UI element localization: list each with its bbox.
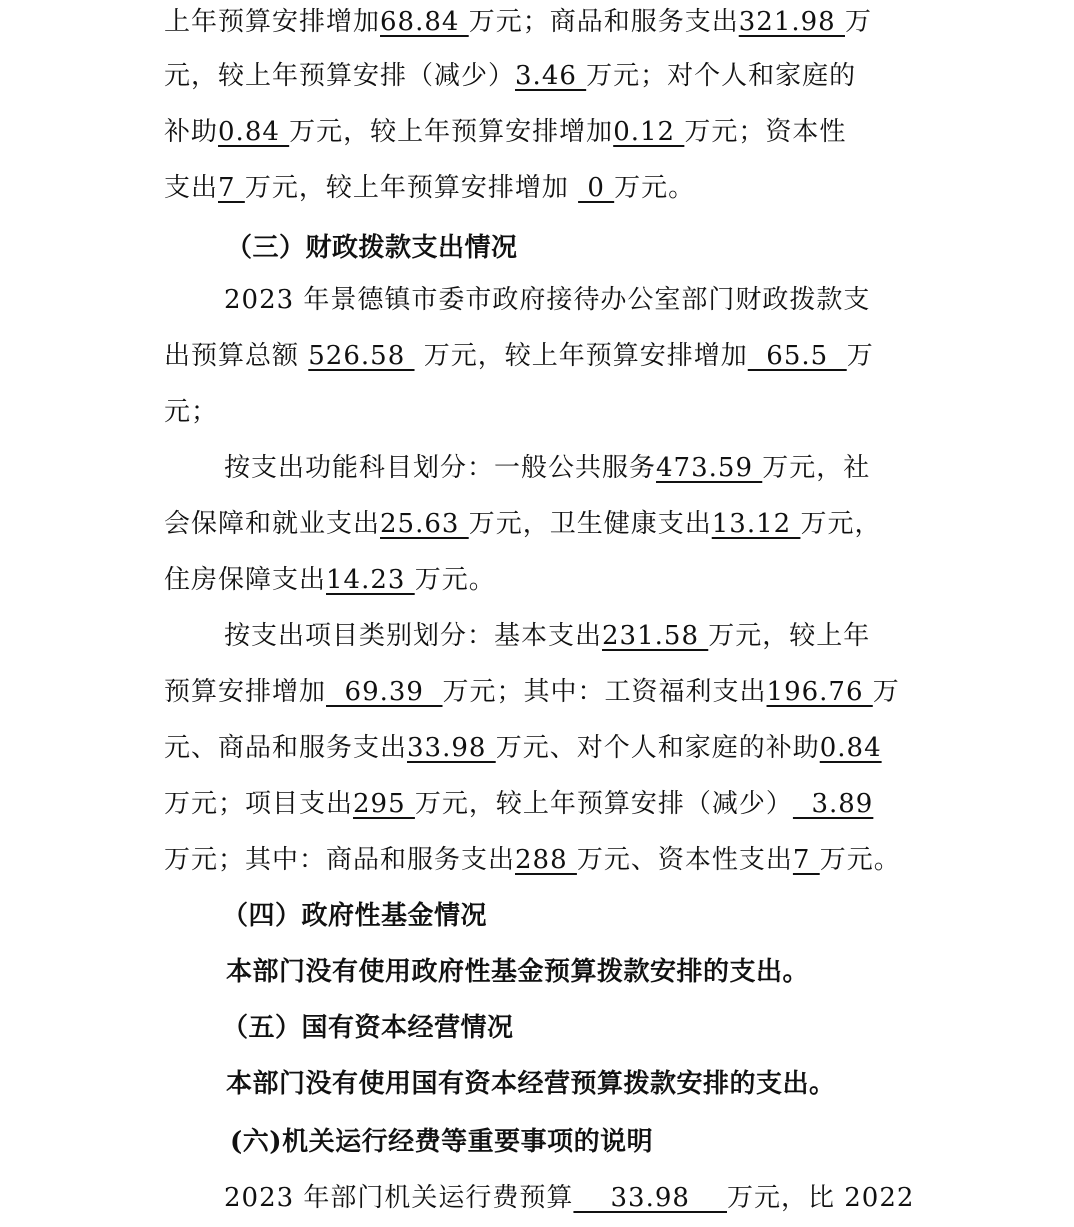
- text-segment: 万元，: [800, 509, 882, 539]
- text-line: [164, 166, 695, 210]
- underlined-value: 7: [792, 845, 820, 875]
- text-line: [164, 390, 218, 434]
- text-line: [164, 54, 856, 98]
- text-segment: 2023 年部门机关运行费预算: [224, 1183, 574, 1213]
- text-line: [164, 502, 881, 546]
- section-heading-6: [230, 1120, 653, 1164]
- text-segment: 预算安排增加: [164, 677, 327, 707]
- underlined-value: 473.59: [656, 453, 763, 483]
- underlined-value: 321.98: [738, 7, 845, 37]
- section-heading-5: [222, 1006, 514, 1050]
- text-line: [164, 726, 882, 770]
- text-segment: 2023 年景德镇市委市政府接待办公室部门财政拨款支: [224, 285, 871, 315]
- text-segment: 支出: [164, 173, 219, 203]
- underlined-value: 69.39: [326, 677, 443, 707]
- text-segment: 上年预算安排增加: [164, 7, 381, 37]
- text-segment: 万元、对个人和家庭的补助: [495, 733, 820, 763]
- text-segment: 万元、资本性支出: [576, 845, 793, 875]
- text-segment: 万元，比 2022: [727, 1183, 915, 1213]
- underlined-value: 0.12: [613, 117, 685, 147]
- underlined-value: 295: [353, 789, 415, 819]
- text-segment: （五）国有资本经营情况: [222, 1013, 514, 1043]
- underlined-value: 196.76: [766, 677, 873, 707]
- text-segment: 住房保障支出: [164, 565, 327, 595]
- text-segment: 万元，较上年预算安排（减少）: [414, 789, 793, 819]
- text-segment: 万元；项目支出: [164, 789, 354, 819]
- text-segment: 万元，较上年预算安排增加: [244, 173, 579, 203]
- text-segment: (六)机关运行经费等重要事项的说明: [230, 1127, 654, 1157]
- text-segment: 万: [872, 677, 900, 707]
- text-line: [164, 334, 874, 378]
- text-segment: 补助: [164, 117, 219, 147]
- text-segment: 按支出项目类别划分：基本支出: [224, 621, 603, 651]
- text-segment: 万元。: [819, 845, 901, 875]
- text-segment: 元；: [164, 397, 219, 427]
- text-line: [226, 950, 809, 994]
- underlined-value: 0: [578, 173, 615, 203]
- text-segment: 元，较上年预算安排（减少）: [164, 61, 516, 91]
- text-segment: 万元。: [614, 173, 696, 203]
- text-segment: 万元；其中：工资福利支出: [442, 677, 767, 707]
- text-segment: 本部门没有使用国有资本经营预算拨款安排的支出。: [226, 1069, 836, 1099]
- text-segment: 本部门没有使用政府性基金预算拨款安排的支出。: [226, 957, 810, 987]
- text-segment: （三）财政拨款支出情况: [226, 233, 518, 263]
- text-line: [226, 1062, 836, 1106]
- text-line: [164, 110, 846, 154]
- underlined-value: 526.58: [308, 341, 415, 371]
- underlined-value: 7: [218, 173, 245, 203]
- text-segment: 会保障和就业支出: [164, 509, 381, 539]
- text-line: [164, 838, 901, 882]
- text-line: [224, 614, 870, 658]
- text-segment: 出预算总额: [164, 341, 309, 371]
- text-segment: 按支出功能科目划分：一般公共服务: [224, 453, 657, 483]
- text-segment: 万元，社: [762, 453, 871, 483]
- underlined-value: 14.23: [326, 565, 415, 595]
- underlined-value: 25.63: [380, 509, 469, 539]
- section-heading-3: [226, 226, 518, 270]
- text-line: [224, 278, 870, 322]
- text-segment: 万元；资本性: [684, 117, 847, 147]
- text-line: [224, 446, 870, 490]
- underlined-value: 33.98: [407, 733, 496, 763]
- underlined-value: 13.12: [711, 509, 801, 539]
- text-segment: 万元；对个人和家庭的: [586, 61, 857, 91]
- text-line: [164, 782, 873, 826]
- underlined-value: 68.84: [380, 7, 469, 37]
- text-segment: 万元，卫生健康支出: [468, 509, 712, 539]
- section-heading-4: [222, 894, 487, 938]
- text-segment: 万: [846, 341, 874, 371]
- underlined-value: 65.5: [747, 341, 847, 371]
- underlined-value: 231.58: [602, 621, 709, 651]
- text-segment: 万元，较上年: [708, 621, 871, 651]
- text-segment: 万元，较上年预算安排增加: [414, 341, 748, 371]
- underlined-value: 0.84: [819, 733, 882, 763]
- underlined-value: 0.84: [218, 117, 290, 147]
- underlined-value: 3.46: [515, 61, 587, 91]
- text-segment: 万元；商品和服务支出: [468, 7, 739, 37]
- text-line: [224, 1176, 914, 1220]
- text-segment: 万元；其中：商品和服务支出: [164, 845, 516, 875]
- underlined-value: 33.98: [573, 1183, 727, 1213]
- text-segment: 万元，较上年预算安排增加: [289, 117, 614, 147]
- text-segment: （四）政府性基金情况: [222, 901, 488, 931]
- text-line: [164, 558, 496, 602]
- underlined-value: 3.89: [792, 789, 874, 819]
- underlined-value: 288: [515, 845, 577, 875]
- text-segment: 万: [844, 7, 872, 37]
- text-segment: 万元。: [414, 565, 496, 595]
- text-line: [164, 670, 900, 714]
- text-line: [164, 0, 872, 44]
- text-segment: 元、商品和服务支出: [164, 733, 408, 763]
